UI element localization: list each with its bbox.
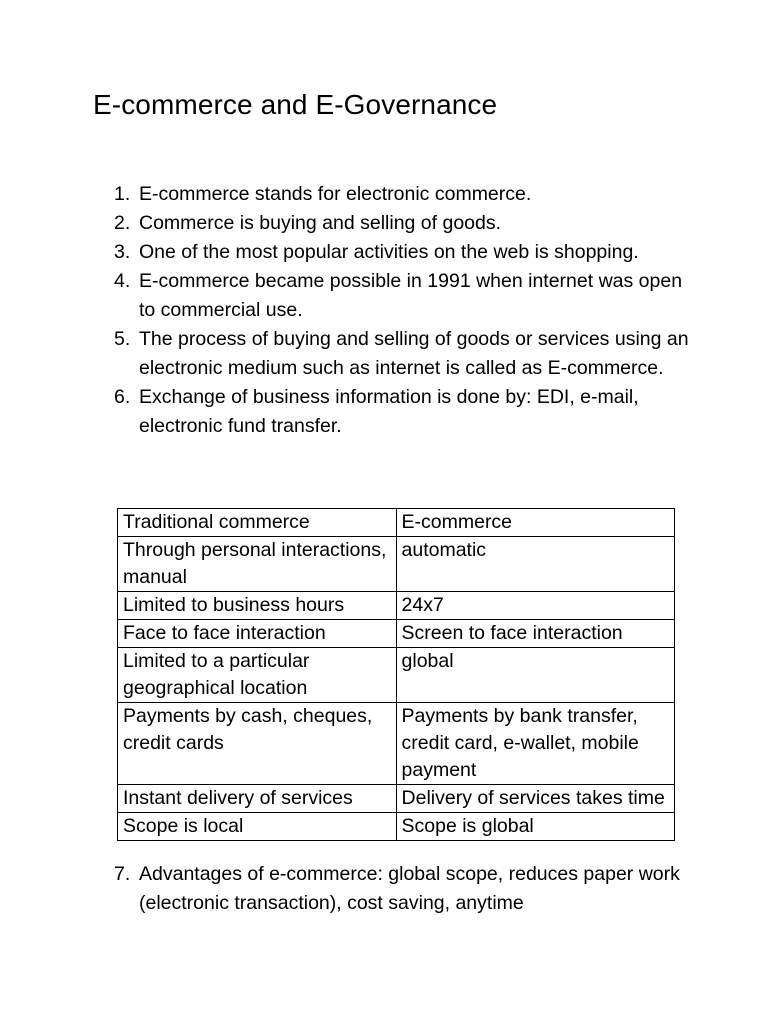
table-cell: automatic [396, 537, 674, 592]
table-cell: Payments by bank transfer, credit card, e-wallet, mobile payment [396, 703, 674, 785]
table-header-row [118, 509, 675, 537]
table-cell: Instant delivery of services [118, 785, 397, 813]
table-row [118, 703, 675, 785]
list-item [114, 383, 694, 441]
list-item-number: 4. [114, 270, 131, 292]
list-item-text: The process of buying and selling of goods or services using an electronic medium such as internet is called as E-commerce. [139, 328, 689, 379]
list-item-number: 2. [114, 212, 131, 234]
table-row [118, 620, 675, 648]
table-row [118, 785, 675, 813]
list-item [114, 209, 694, 238]
table-cell: global [396, 648, 674, 703]
list-item [114, 325, 694, 383]
table-cell: Payments by cash, cheques, credit cards [118, 703, 397, 785]
list-item [114, 238, 694, 267]
list-item [114, 860, 694, 918]
list-item [114, 267, 694, 325]
list-item-number: 5. [114, 328, 131, 350]
list-item-text: Exchange of business information is done by: EDI, e-mail, electronic fund transfer. [139, 386, 639, 437]
page-title: E-commerce and E-Governance [93, 89, 498, 120]
table-cell: Scope is global [396, 813, 674, 841]
table-cell: Limited to a particular geographical location [118, 648, 397, 703]
numbered-list [114, 180, 694, 441]
list-item-number: 1. [114, 183, 131, 205]
table-cell: Screen to face interaction [396, 620, 674, 648]
table-cell: Face to face interaction [118, 620, 397, 648]
table-row [118, 648, 675, 703]
table-row [118, 592, 675, 620]
list-item-number: 6. [114, 386, 131, 408]
comparison-table [117, 508, 675, 841]
list-item [114, 180, 694, 209]
table-cell: Limited to business hours [118, 592, 397, 620]
list-item-text: Commerce is buying and selling of goods. [139, 212, 502, 234]
table-row [118, 813, 675, 841]
table-row [118, 537, 675, 592]
numbered-list-continued [114, 860, 694, 918]
table-cell: Through personal interactions, manual [118, 537, 397, 592]
list-item-text: E-commerce stands for electronic commerce. [139, 183, 532, 205]
list-item-number: 7. [114, 863, 131, 885]
table-cell: Scope is local [118, 813, 397, 841]
table-header-cell: Traditional commerce [118, 509, 397, 537]
list-item-number: 3. [114, 241, 131, 263]
table-header-cell: E-commerce [396, 509, 674, 537]
list-item-text: E-commerce became possible in 1991 when internet was open to commercial use. [139, 270, 683, 321]
list-item-text: Advantages of e-commerce: global scope, reduces paper work (electronic transaction), cost saving, anytime [139, 863, 680, 914]
table-cell: Delivery of services takes time [396, 785, 674, 813]
table-cell: 24x7 [396, 592, 674, 620]
list-item-text: One of the most popular activities on the web is shopping. [139, 241, 639, 263]
